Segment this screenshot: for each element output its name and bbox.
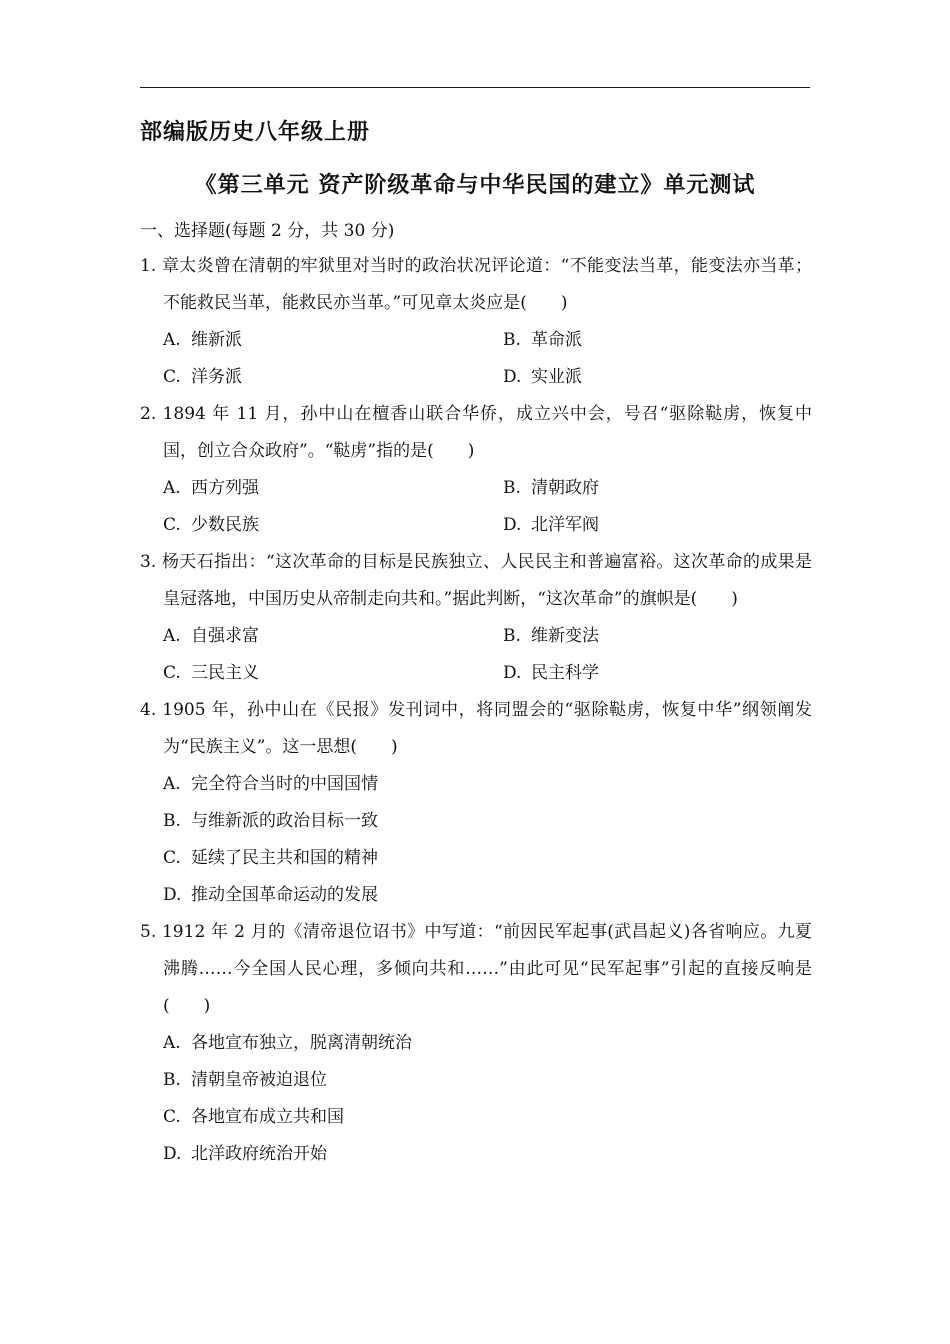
option-letter: A. bbox=[163, 478, 181, 498]
option-letter: B. bbox=[163, 811, 181, 831]
option-text: 清朝政府 bbox=[531, 478, 599, 498]
options bbox=[140, 1025, 812, 1173]
option-text: 延续了民主共和国的精神 bbox=[191, 848, 378, 868]
option-letter: B. bbox=[503, 330, 521, 350]
option-text: 推动全国革命运动的发展 bbox=[191, 885, 378, 905]
option-text: 各地宣布成立共和国 bbox=[191, 1107, 344, 1127]
option-letter: A. bbox=[163, 774, 181, 794]
option-b bbox=[480, 470, 810, 507]
option-b bbox=[140, 1062, 812, 1099]
option-c bbox=[140, 359, 480, 396]
option-letter: A. bbox=[163, 330, 181, 350]
option-b bbox=[140, 803, 812, 840]
question-stem: 1. 章太炎曾在清朝的牢狱里对当时的政治状况评论道：“不能变法当革，能变法亦当革；不能救民当革，能救民亦当革。”可见章太炎应是( ) bbox=[140, 256, 812, 313]
option-text: 洋务派 bbox=[191, 367, 242, 387]
option-letter: B. bbox=[163, 1070, 181, 1090]
option-letter: A. bbox=[163, 1033, 181, 1053]
option-c bbox=[140, 655, 480, 692]
option-d bbox=[480, 359, 810, 396]
option-text: 实业派 bbox=[531, 367, 582, 387]
question-stem: 5. 1912 年 2 月的《清帝退位诏书》中写道：“前因民军起事(武昌起义)各省响应。九夏沸腾……今全国人民心理，多倾向共和……”由此可见“民军起事”引起的直接反响是( ) bbox=[140, 922, 812, 1016]
option-text: 少数民族 bbox=[191, 515, 259, 535]
option-text: 清朝皇帝被迫退位 bbox=[191, 1070, 327, 1090]
option-text: 北洋政府统治开始 bbox=[191, 1144, 327, 1164]
option-letter: B. bbox=[503, 478, 521, 498]
question-4 bbox=[140, 692, 812, 914]
option-b bbox=[480, 322, 810, 359]
question-3 bbox=[140, 544, 812, 692]
option-a bbox=[140, 766, 812, 803]
option-d bbox=[480, 507, 810, 544]
option-text: 西方列强 bbox=[191, 478, 259, 498]
options bbox=[140, 766, 812, 914]
option-text: 维新派 bbox=[191, 330, 242, 350]
option-a bbox=[140, 618, 480, 655]
question-1 bbox=[140, 248, 812, 396]
option-text: 三民主义 bbox=[191, 663, 259, 683]
option-letter: C. bbox=[163, 367, 181, 387]
option-d bbox=[140, 1136, 812, 1173]
option-letter: C. bbox=[163, 1107, 181, 1127]
option-text: 与维新派的政治目标一致 bbox=[191, 811, 378, 831]
question-2 bbox=[140, 396, 812, 544]
option-letter: A. bbox=[163, 626, 181, 646]
option-letter: D. bbox=[163, 1144, 182, 1164]
question-stem: 4. 1905 年，孙中山在《民报》发刊词中，将同盟会的“驱除鞑虏，恢复中华”纲领阐发为“民族主义”。这一思想( ) bbox=[140, 700, 812, 757]
option-letter: C. bbox=[163, 515, 181, 535]
option-c bbox=[140, 840, 812, 877]
option-letter: D. bbox=[503, 663, 522, 683]
question-stem: 2. 1894 年 11 月，孙中山在檀香山联合华侨，成立兴中会，号召“驱除鞑虏，恢复中国，创立合众政府”。“鞑虏”指的是( ) bbox=[140, 404, 812, 461]
option-c bbox=[140, 507, 480, 544]
options bbox=[140, 470, 812, 544]
option-letter: C. bbox=[163, 663, 181, 683]
option-letter: D. bbox=[503, 367, 522, 387]
option-c bbox=[140, 1099, 812, 1136]
options bbox=[140, 618, 812, 692]
option-text: 完全符合当时的中国国情 bbox=[191, 774, 378, 794]
option-b bbox=[480, 618, 810, 655]
question-stem: 3. 杨天石指出：“这次革命的目标是民族独立、人民民主和普遍富裕。这次革命的成果是皇冠落地，中国历史从帝制走向共和。”据此判断，“这次革命”的旗帜是( ) bbox=[140, 552, 812, 609]
option-text: 维新变法 bbox=[531, 626, 599, 646]
option-a bbox=[140, 470, 480, 507]
section-heading: 一、选择题(每题 2 分，共 30 分) bbox=[140, 221, 395, 241]
option-a bbox=[140, 322, 480, 359]
option-letter: B. bbox=[503, 626, 521, 646]
book-title: 部编版历史八年级上册 bbox=[140, 120, 371, 145]
option-d bbox=[480, 655, 810, 692]
unit-test-title: 《第三单元 资产阶级革命与中华民国的建立》单元测试 bbox=[194, 173, 756, 198]
option-letter: D. bbox=[503, 515, 522, 535]
question-list bbox=[140, 248, 812, 1173]
header-rule bbox=[140, 87, 810, 88]
option-a bbox=[140, 1025, 812, 1062]
option-text: 革命派 bbox=[531, 330, 582, 350]
options bbox=[140, 322, 812, 396]
option-text: 各地宣布独立，脱离清朝统治 bbox=[191, 1033, 412, 1053]
option-text: 北洋军阀 bbox=[531, 515, 599, 535]
option-text: 自强求富 bbox=[191, 626, 259, 646]
option-letter: C. bbox=[163, 848, 181, 868]
question-5 bbox=[140, 914, 812, 1173]
option-text: 民主科学 bbox=[531, 663, 599, 683]
option-letter: D. bbox=[163, 885, 182, 905]
option-d bbox=[140, 877, 812, 914]
